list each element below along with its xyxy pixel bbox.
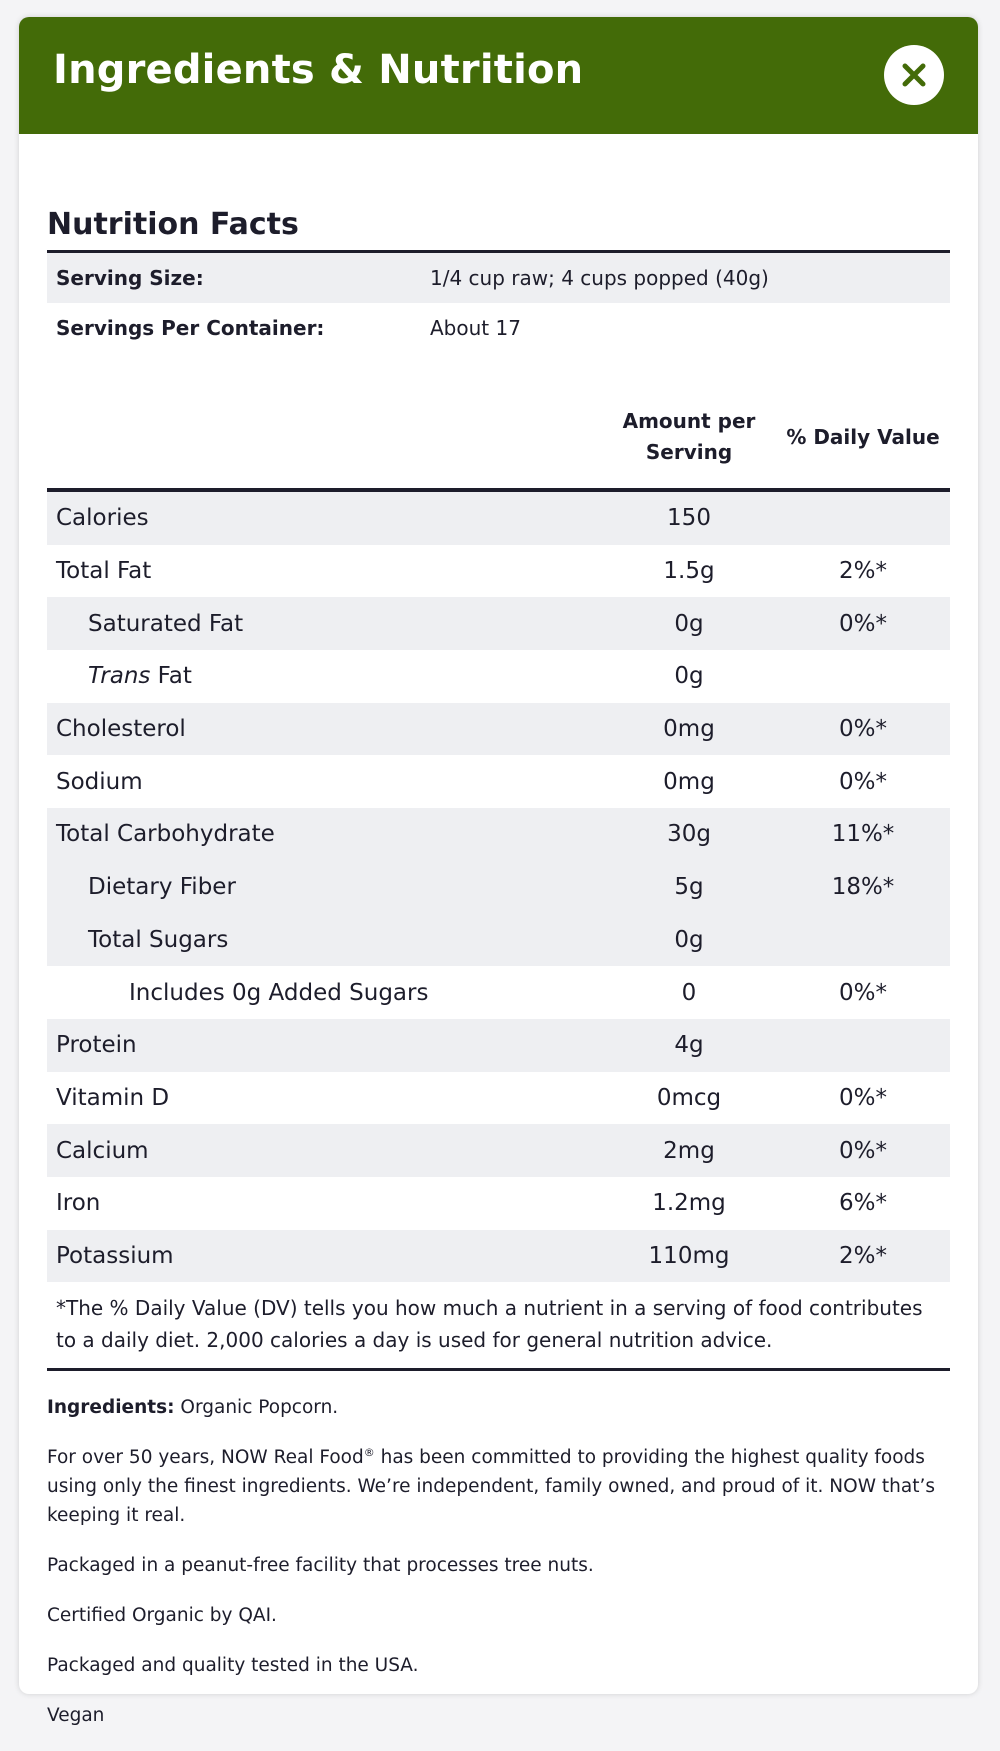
table-row bbox=[47, 966, 950, 1019]
nutrient-amount: 0g bbox=[674, 610, 704, 637]
nutrient-amount: 0 bbox=[681, 979, 697, 1006]
nutrient-amount: 5g bbox=[674, 874, 704, 901]
nutrient-dv: 2%* bbox=[839, 1242, 887, 1269]
nutrient-name: Total Carbohydrate bbox=[56, 821, 275, 848]
servings-value: About 17 bbox=[430, 316, 521, 340]
nutrient-name: Total Fat bbox=[56, 558, 152, 585]
nutrient-amount: 4g bbox=[674, 1032, 704, 1059]
table-row bbox=[47, 1230, 950, 1283]
table-row bbox=[47, 545, 950, 598]
nutrient-amount: 2mg bbox=[663, 1137, 715, 1164]
header-amount-line2: Serving bbox=[645, 440, 733, 464]
nutrient-amount: 1.2mg bbox=[652, 1190, 726, 1217]
nutrient-name: Potassium bbox=[56, 1242, 174, 1269]
registered-mark: ® bbox=[363, 1446, 375, 1460]
table-row bbox=[47, 808, 950, 861]
origin-statement: Packaged and quality tested in the USA. bbox=[47, 1655, 419, 1677]
ingredients-value: Organic Popcorn. bbox=[174, 1397, 339, 1419]
close-button[interactable] bbox=[884, 45, 944, 105]
ingredients-line bbox=[47, 1393, 950, 1422]
organic-certification: Certified Organic by QAI. bbox=[47, 1605, 277, 1627]
servings-per-container-row bbox=[47, 303, 950, 353]
nutrient-amount: 0g bbox=[674, 663, 704, 690]
nutrient-amount: 30g bbox=[667, 821, 711, 848]
nutrient-dv: 6%* bbox=[839, 1190, 887, 1217]
table-row bbox=[47, 650, 950, 703]
nutrient-name: Saturated Fat bbox=[88, 610, 244, 637]
table-row bbox=[47, 597, 950, 650]
nutrient-amount: 0mcg bbox=[656, 1084, 722, 1111]
nutrient-name: Protein bbox=[56, 1032, 137, 1059]
table-row bbox=[47, 1177, 950, 1230]
serving-size-row bbox=[47, 253, 950, 303]
table-header bbox=[47, 386, 950, 488]
nutrient-amount: 150 bbox=[667, 505, 711, 532]
daily-value-footnote: *The % Daily Value (DV) tells you how much a nutrient in a serving of food contributes to a daily diet. 2,000 calories a day is used for general nutrition advice. bbox=[56, 1296, 923, 1353]
table-row bbox=[47, 1124, 950, 1177]
nutrient-name: Iron bbox=[56, 1190, 101, 1217]
nutrient-dv: 11%* bbox=[831, 821, 895, 848]
serving-size-value: 1/4 cup raw; 4 cups popped (40g) bbox=[430, 266, 769, 290]
nutrient-amount: 0mg bbox=[663, 768, 715, 795]
table-row bbox=[47, 755, 950, 808]
nutrient-name: Vitamin D bbox=[56, 1084, 170, 1111]
allergen-statement: Packaged in a peanut-free facility that processes tree nuts. bbox=[47, 1555, 594, 1577]
ingredients-modal bbox=[19, 17, 978, 1727]
nutrient-name: Sodium bbox=[56, 768, 143, 795]
nutrient-dv: 0%* bbox=[839, 1137, 887, 1164]
nutrient-amount: 0g bbox=[674, 926, 704, 953]
nutrient-name-rest: Fat bbox=[150, 663, 192, 690]
table-row bbox=[47, 1019, 950, 1072]
serving-size-label: Serving Size: bbox=[56, 266, 204, 290]
nutrient-dv: 0%* bbox=[839, 979, 887, 1006]
nutrient-name: Cholesterol bbox=[56, 716, 186, 743]
nutrition-facts-title: Nutrition Facts bbox=[47, 207, 299, 242]
nutrient-name-italic: Trans bbox=[88, 663, 151, 690]
header-amount bbox=[602, 406, 776, 468]
vegan-label: Vegan bbox=[47, 1705, 105, 1727]
nutrient-dv: 18%* bbox=[831, 874, 895, 901]
modal-header bbox=[19, 17, 978, 134]
nutrient-dv: 0%* bbox=[839, 768, 887, 795]
nutrient-dv: 0%* bbox=[839, 1084, 887, 1111]
nutrient-name: Dietary Fiber bbox=[88, 874, 236, 901]
divider bbox=[47, 1368, 950, 1371]
table-row bbox=[47, 914, 950, 967]
close-x-icon bbox=[901, 62, 927, 88]
nutrient-amount: 1.5g bbox=[663, 558, 715, 585]
modal-body bbox=[47, 134, 950, 1751]
servings-label: Servings Per Container: bbox=[56, 316, 325, 340]
nutrient-name: Total Sugars bbox=[88, 926, 229, 953]
ingredients-label: Ingredients: bbox=[47, 1397, 175, 1419]
nutrient-dv: 0%* bbox=[839, 610, 887, 637]
table-row bbox=[47, 861, 950, 914]
table-row bbox=[47, 1072, 950, 1125]
brand-statement-start: For over 50 years, NOW Real Food bbox=[47, 1447, 364, 1469]
nutrient-dv: 2%* bbox=[839, 558, 887, 585]
nutrient-name: Includes 0g Added Sugars bbox=[129, 979, 429, 1006]
table-row bbox=[47, 703, 950, 756]
nutrient-dv: 0%* bbox=[839, 716, 887, 743]
header-daily-value: % Daily Value bbox=[786, 424, 940, 449]
nutrient-amount: 110mg bbox=[648, 1242, 730, 1269]
brand-statement-end: has been committed to providing the highest quality foods using only the finest ingredients. We’re independent, family owned, and proud of it. NOW that’s keeping it real. bbox=[47, 1447, 935, 1527]
nutrient-name: Calcium bbox=[56, 1137, 149, 1164]
nutrient-name: Calories bbox=[56, 505, 149, 532]
header-amount-line1: Amount per bbox=[622, 409, 756, 433]
brand-statement bbox=[47, 1443, 950, 1530]
nutrient-name bbox=[47, 663, 602, 689]
modal-title: Ingredients & Nutrition bbox=[53, 47, 584, 93]
ingredients-section bbox=[47, 1393, 950, 1730]
nutrient-amount: 0mg bbox=[663, 716, 715, 743]
table-row bbox=[47, 492, 950, 545]
